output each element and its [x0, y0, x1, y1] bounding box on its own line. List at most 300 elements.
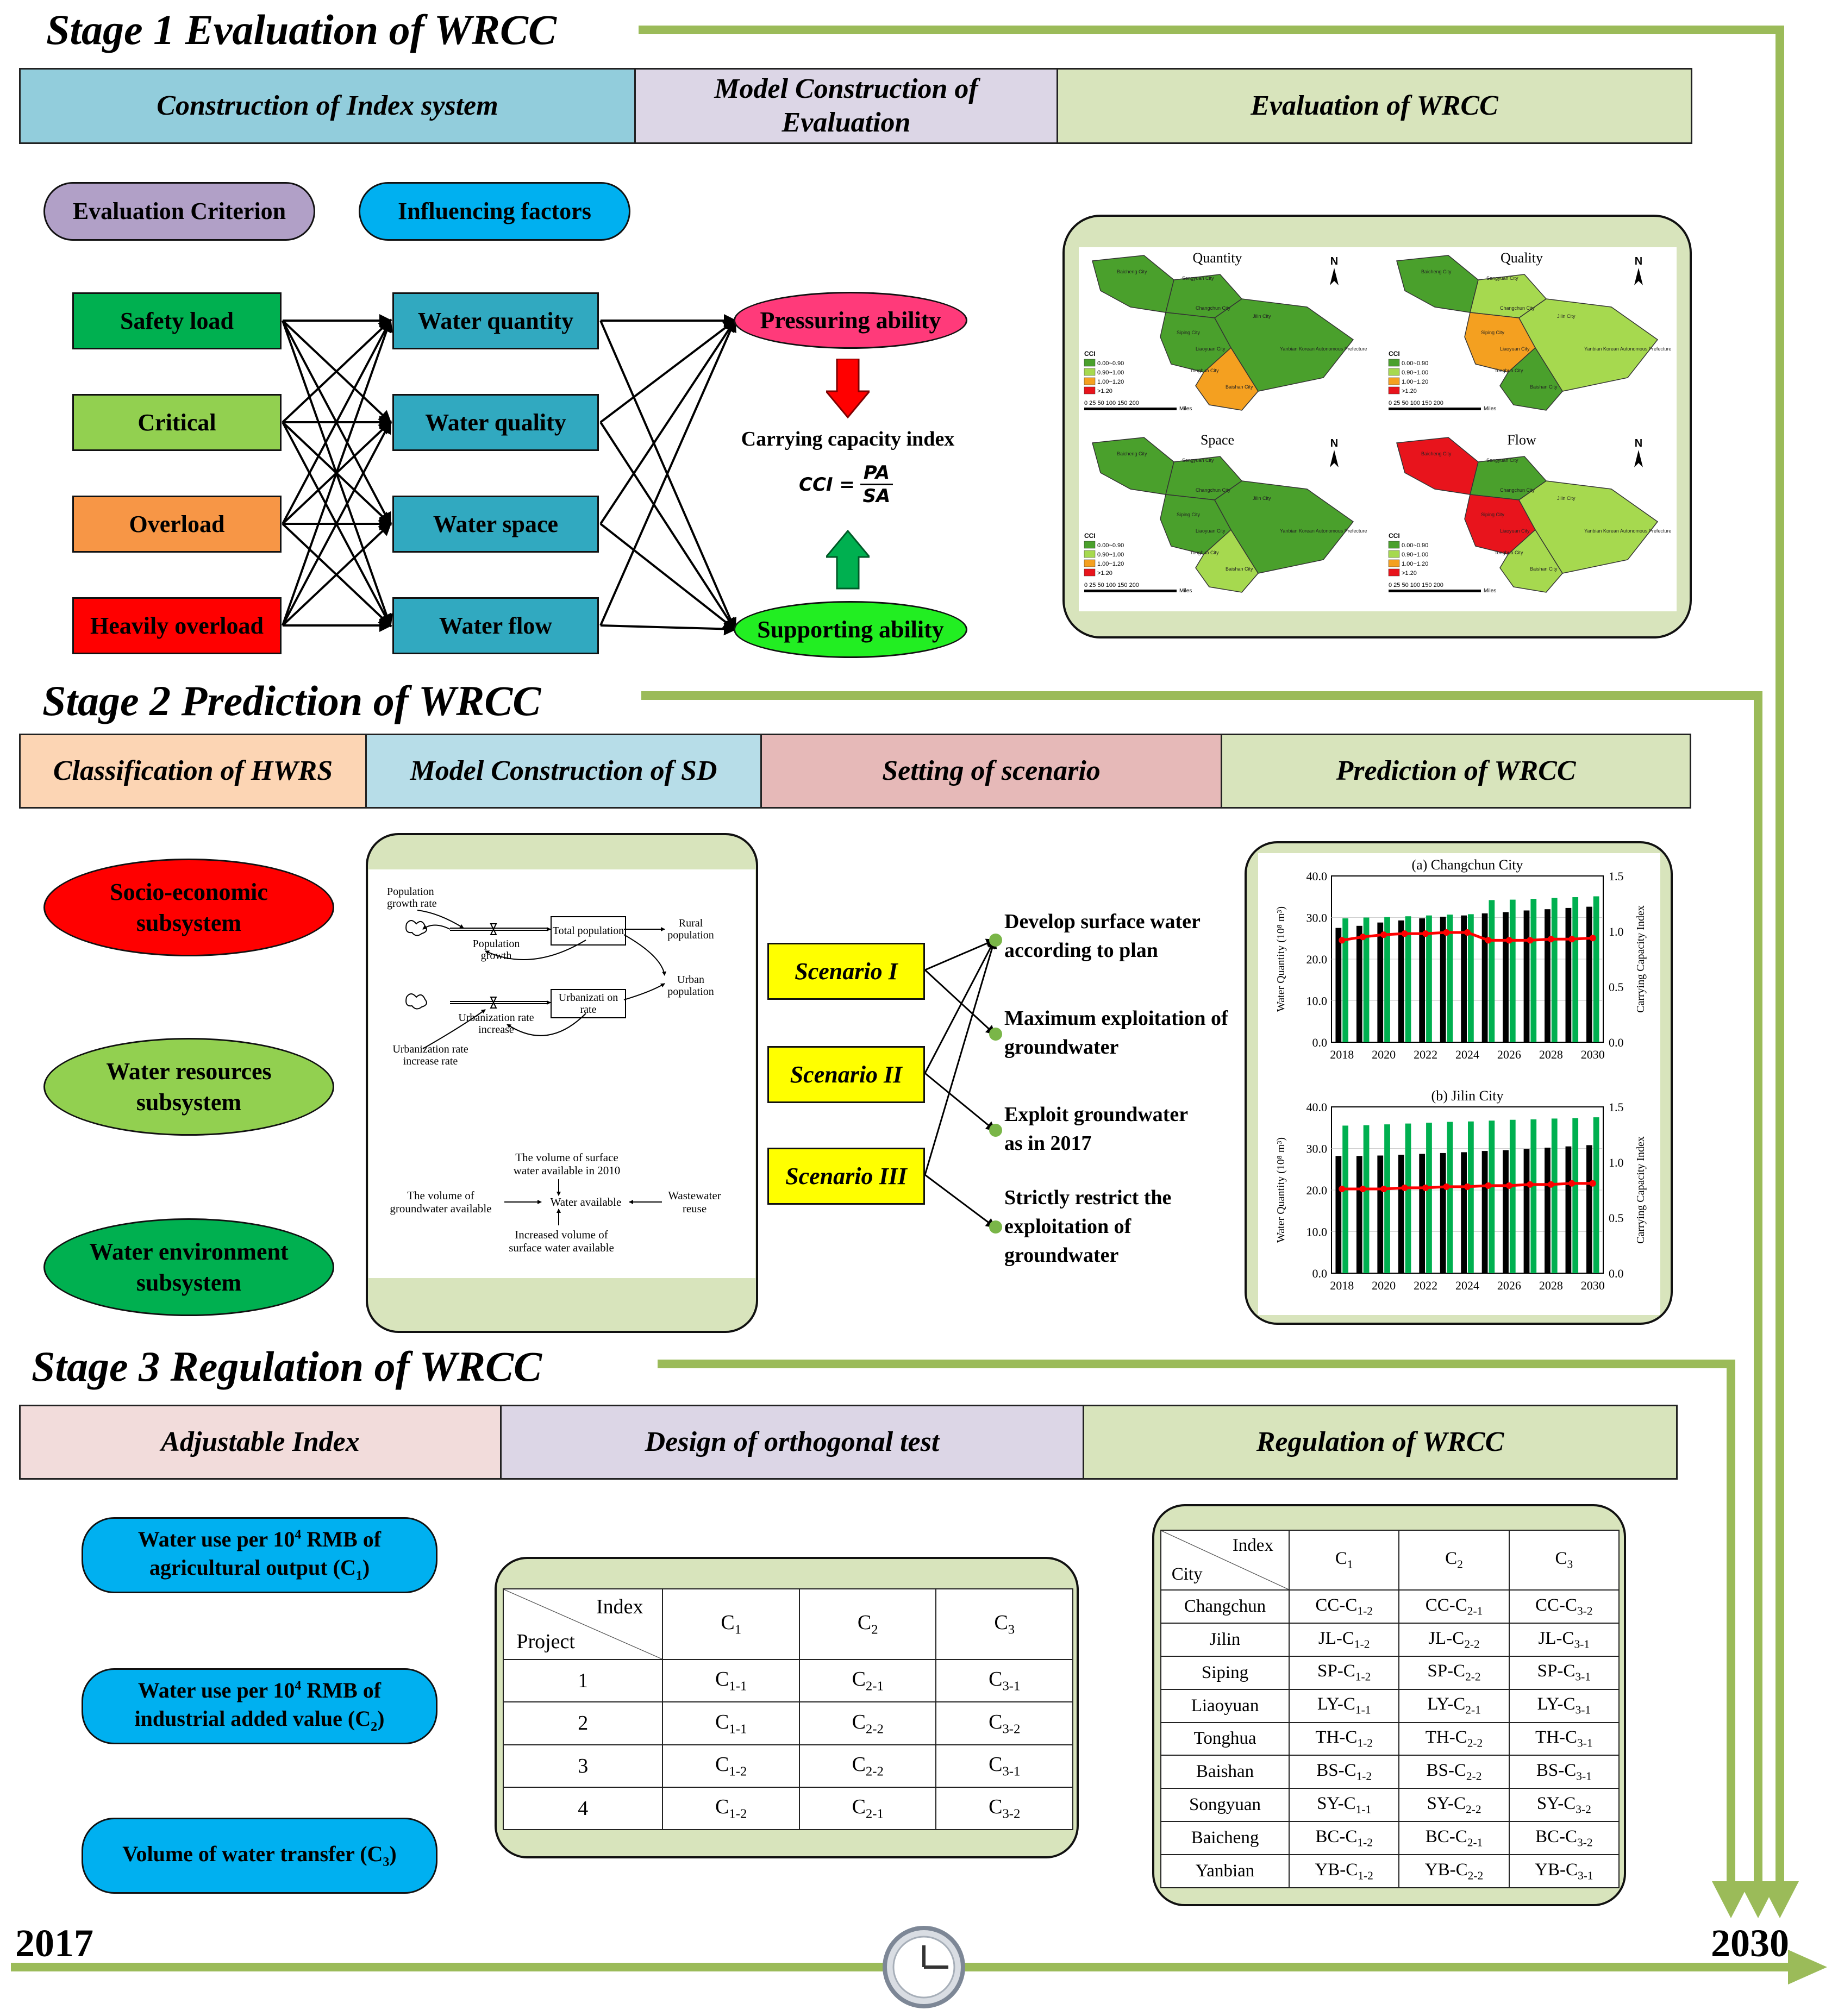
bar-water-demand [1377, 923, 1383, 1042]
map-city-label: Baishan City [1226, 384, 1253, 390]
scale-bar-label: 0 25 50 100 150 200 [1389, 400, 1443, 406]
scenario-text-groundwater-2017: Exploit groundwater as in 2017 [1004, 1103, 1188, 1155]
cci-map [1084, 250, 1367, 412]
scale-bar [1084, 408, 1177, 410]
legend-title: CCI [1389, 532, 1400, 540]
cci-point [1443, 1184, 1450, 1190]
map-city-label: Jilin City [1253, 314, 1271, 319]
bar-water-demand [1566, 908, 1572, 1042]
bar-water-supply [1572, 897, 1578, 1042]
sd-diagram [368, 869, 755, 1278]
y-tick-label: 10.0 [1306, 994, 1327, 1008]
map-title: Flow [1507, 432, 1536, 448]
stage3-header-adjustable-index: Adjustable Index [19, 1405, 502, 1480]
cci-formula-denominator: SA [862, 485, 891, 507]
north-arrow-shape [1634, 450, 1643, 467]
map-city-label: Songyuan City [1182, 458, 1214, 463]
factor-water-space: Water space [392, 496, 599, 553]
scenario-text-restrict-groundwater: Strictly restrict the exploitation of groundwater [1004, 1186, 1172, 1267]
bar-water-supply [1572, 1118, 1578, 1273]
factor-water-flow: Water flow [392, 597, 599, 654]
legend-swatch [1084, 550, 1095, 558]
table-cell: $YB-C_{1-2}$ [1289, 1855, 1399, 1888]
bar-water-supply [1364, 1125, 1370, 1273]
map-city-label: Siping City [1481, 512, 1505, 517]
legend-title: CCI [1084, 350, 1096, 358]
city-name: Changchun [1161, 1590, 1289, 1623]
table-cell: $BS-C_{3-1}$ [1509, 1755, 1619, 1788]
legend-label: 0.00~0.90 [1097, 360, 1124, 367]
stage1-header-index-system: Construction of Index system [19, 68, 636, 144]
water-environment-subsystem: Water environment subsystem [43, 1218, 334, 1316]
factor-water-quantity: Water quantity [392, 292, 599, 349]
bar-water-demand [1461, 1152, 1467, 1273]
map-city-label: Yanbian Korean Autonomous Prefecture [1584, 528, 1672, 534]
y-tick-label: 40.0 [1306, 869, 1327, 883]
map-city-label: Baicheng City [1421, 269, 1452, 274]
cci-point [1380, 1186, 1387, 1192]
cci-point [1506, 937, 1512, 943]
clock-icon [885, 1928, 963, 2006]
cci-map [1389, 250, 1671, 412]
scenario-3: Scenario III [767, 1148, 925, 1205]
x-tick-label: 2022 [1414, 1048, 1438, 1061]
cci-map [1084, 432, 1367, 594]
maps-container [1079, 247, 1677, 611]
cci-point [1339, 937, 1345, 943]
table-row [503, 1745, 1073, 1787]
cci-label: Carrying capacity index [741, 428, 955, 450]
table-row [1161, 1821, 1619, 1855]
influencing-factors-pill: Influencing factors [359, 182, 630, 241]
bar-water-supply [1342, 1125, 1348, 1273]
index-c2-pill [82, 1668, 437, 1744]
legend-label: >1.20 [1097, 570, 1112, 577]
scale-unit-label: Miles [1484, 406, 1497, 412]
scale-unit-label: Miles [1179, 406, 1192, 412]
legend-label: 1.00~1.20 [1097, 561, 1124, 567]
factor-supporting-link [601, 625, 735, 629]
map-city-label: Siping City [1177, 512, 1201, 517]
scenario-1: Scenario I [767, 943, 925, 1000]
corner-header-bottom: Project [516, 1630, 575, 1653]
sd-total-population: Total population [551, 916, 626, 946]
table-cell: $C_{3-2}$ [936, 1702, 1073, 1744]
scale-bar [1389, 590, 1481, 592]
table-row [503, 1702, 1073, 1744]
city-name: Baicheng [1161, 1821, 1289, 1855]
map-region [1092, 255, 1174, 312]
table-cell: $SP-C_{2-2}$ [1399, 1656, 1509, 1689]
bar-water-supply [1426, 1123, 1432, 1273]
cci-point [1339, 1186, 1345, 1192]
legend-swatch [1389, 541, 1399, 548]
criterion-overload: Overload [72, 496, 282, 553]
y2-tick-label: 0.5 [1609, 1211, 1624, 1225]
up-arrow-icon [826, 530, 870, 590]
supporting-ability: Supporting ability [734, 601, 967, 658]
legend-swatch [1084, 359, 1095, 366]
stage2-header-classification: Classification of HWRS [19, 734, 367, 809]
bar-water-supply [1530, 899, 1536, 1042]
map-city-label: Changchun City [1196, 305, 1231, 311]
x-tick-label: 2028 [1539, 1048, 1563, 1061]
map-region [1397, 255, 1478, 312]
y2-tick-label: 0.0 [1609, 1267, 1624, 1280]
legend-swatch [1084, 560, 1095, 567]
map-city-label: Songyuan City [1182, 276, 1214, 281]
y2-axis-label: Carrying Capacity Index [1635, 905, 1647, 1013]
map-city-label: Songyuan City [1486, 458, 1518, 463]
cci-point [1590, 1180, 1596, 1187]
cci-point [1422, 1185, 1429, 1191]
legend-label: 0.90~1.00 [1097, 370, 1124, 376]
bar-water-demand [1545, 1148, 1551, 1273]
map-region [1397, 437, 1478, 494]
map-region [1092, 437, 1174, 494]
map-city-label: Jilin City [1253, 496, 1271, 501]
cci-formula-lhs: CCI = [799, 473, 855, 496]
cci-point [1402, 930, 1408, 937]
table-cell: $TH-C_{3-1}$ [1509, 1723, 1619, 1756]
north-arrow-shape [1330, 268, 1339, 285]
bar-water-demand [1482, 913, 1488, 1042]
criterion-critical: Critical [72, 394, 282, 451]
cci-formula-numerator: PA [860, 462, 893, 485]
y-tick-label: 30.0 [1306, 1142, 1327, 1156]
cci-point [1568, 1180, 1575, 1187]
x-tick-label: 2020 [1372, 1279, 1396, 1292]
index-c1-pill [82, 1517, 437, 1593]
map-city-label: Yanbian Korean Autonomous Prefecture [1584, 346, 1672, 352]
x-tick-label: 2026 [1497, 1048, 1521, 1061]
map-city-label: Yanbian Korean Autonomous Prefecture [1280, 528, 1367, 534]
stage3-header-regulation: Regulation of WRCC [1083, 1405, 1678, 1480]
table-row [503, 1787, 1073, 1830]
legend-swatch [1084, 378, 1095, 385]
column-header: $C_2$ [799, 1589, 936, 1660]
bar-water-supply [1552, 898, 1558, 1042]
table-cell: $LY-C_{1-1}$ [1289, 1689, 1399, 1723]
bar-water-demand [1335, 928, 1341, 1042]
cci-point [1360, 934, 1366, 940]
cci-point [1380, 931, 1387, 938]
table-row [1161, 1656, 1619, 1689]
table-cell: $TH-C_{2-2}$ [1399, 1723, 1509, 1756]
x-tick-label: 2018 [1330, 1279, 1354, 1292]
criterion-safety-load: Safety load [72, 292, 282, 349]
project-number: 3 [503, 1745, 662, 1787]
city-name: Tonghua [1161, 1723, 1289, 1756]
column-header: $C_1$ [662, 1589, 799, 1660]
bar-water-supply [1593, 1117, 1599, 1273]
bar-water-demand [1482, 1151, 1488, 1273]
start-year: 2017 [15, 1921, 93, 1965]
scale-bar [1389, 408, 1481, 410]
map-city-label: Baicheng City [1117, 269, 1147, 274]
table-row [1161, 1590, 1619, 1623]
table-cell: $C_{1-1}$ [662, 1702, 799, 1744]
map-city-label: Yanbian Korean Autonomous Prefecture [1280, 346, 1367, 352]
table-cell: $CC-C_{3-2}$ [1509, 1590, 1619, 1623]
city-name: Jilin [1161, 1623, 1289, 1656]
map-city-label: Baishan City [1226, 566, 1253, 572]
sd-urbanization-rate-increase-rate: Urbanization rate increase rate [392, 1043, 468, 1067]
bar-water-demand [1440, 1153, 1446, 1273]
table-cell: $JL-C_{2-2}$ [1399, 1623, 1509, 1656]
map-title: Quantity [1192, 250, 1242, 266]
y2-tick-label: 1.0 [1609, 925, 1624, 938]
legend-label: 0.00~0.90 [1097, 542, 1124, 549]
map-city-label: Tonghua City [1495, 550, 1523, 555]
x-tick-label: 2026 [1497, 1279, 1521, 1292]
north-arrow-icon: N [1634, 255, 1643, 267]
cci-point [1485, 1182, 1491, 1189]
map-city-label: Siping City [1177, 330, 1201, 335]
bar-water-supply [1530, 1119, 1536, 1273]
bar-water-demand [1356, 1156, 1362, 1273]
bar-water-supply [1489, 900, 1495, 1042]
prediction-chart [1275, 1088, 1647, 1292]
city-name: Yanbian [1161, 1855, 1289, 1888]
x-tick-label: 2030 [1580, 1279, 1605, 1292]
index-c1-line2: agricultural output $(C_1)$ [149, 1555, 370, 1583]
scale-bar-label: 0 25 50 100 150 200 [1389, 582, 1443, 588]
legend-swatch [1084, 387, 1095, 394]
orthogonal-table [503, 1588, 1073, 1830]
table-cell: $C_{1-2}$ [662, 1745, 799, 1787]
city-name: Siping [1161, 1656, 1289, 1689]
legend-swatch [1084, 541, 1095, 548]
y-axis-label: Water Quantity (10⁸ m³) [1275, 906, 1287, 1012]
table-cell: $C_{1-1}$ [662, 1660, 799, 1702]
map-city-label: Liaoyuan City [1500, 528, 1530, 534]
table-row [1161, 1623, 1619, 1656]
x-tick-label: 2018 [1330, 1048, 1354, 1061]
sd-increased-surface-water: Increased volume of surface water available [509, 1228, 614, 1255]
column-header: $C_2$ [1399, 1530, 1509, 1590]
stage2-title: Stage 2 Prediction of WRCC [42, 677, 541, 724]
index-c2-line1: Water use per $10^4$ RMB of [137, 1678, 382, 1703]
table-cell: $BC-C_{3-2}$ [1509, 1821, 1619, 1855]
end-year: 2030 [1711, 1921, 1789, 1965]
water-resources-subsystem: Water resources subsystem [43, 1038, 334, 1136]
index-c1-line1: Water use per $10^4$ RMB of [137, 1527, 382, 1552]
north-arrow-icon: N [1330, 255, 1339, 267]
cci-point [1443, 929, 1450, 936]
column-header: $C_3$ [936, 1589, 1073, 1660]
y2-axis-label: Carrying Capacity Index [1635, 1136, 1647, 1244]
table-cell: $C_{3-2}$ [936, 1787, 1073, 1830]
sd-water-available: Water available [550, 1195, 622, 1209]
x-tick-label: 2024 [1455, 1048, 1479, 1061]
bar-water-demand [1440, 917, 1446, 1042]
sd-rural-population: Rural population [667, 917, 714, 941]
scenario-text-surface-water: Develop surface water according to plan [1004, 910, 1201, 962]
down-arrow-icon [826, 359, 870, 418]
map-city-label: Baishan City [1530, 384, 1558, 390]
stage3-title: Stage 3 Regulation of WRCC [32, 1343, 542, 1390]
map-city-label: Baicheng City [1117, 451, 1147, 456]
table-cell: $YB-C_{3-1}$ [1509, 1855, 1619, 1888]
map-city-label: Changchun City [1500, 305, 1535, 311]
sd-urbanization-rate-increase: Urbanization rate increase [458, 1012, 534, 1036]
factor-pressuring-link [601, 321, 735, 524]
prediction-charts-svg [1258, 853, 1660, 1315]
table-header-row [1161, 1530, 1619, 1590]
cci-point [1527, 937, 1533, 943]
corner-header-top: Index [1232, 1535, 1273, 1555]
table-header-row [503, 1589, 1073, 1660]
y-tick-label: 20.0 [1306, 1184, 1327, 1197]
cci-point [1402, 1185, 1408, 1191]
map-city-label: Changchun City [1196, 487, 1231, 493]
bar-water-demand [1398, 921, 1404, 1042]
pressuring-ability: Pressuring ability [734, 292, 967, 349]
sd-groundwater-available: The volume of groundwater available [390, 1189, 492, 1216]
bar-water-demand [1356, 926, 1362, 1042]
bar-water-demand [1586, 907, 1592, 1042]
table-cell: $CC-C_{2-1}$ [1399, 1590, 1509, 1623]
corner-header-top: Index [596, 1595, 643, 1619]
legend-label: >1.20 [1402, 388, 1417, 395]
stage1-title: Stage 1 Evaluation of WRCC [46, 6, 557, 53]
legend-label: 1.00~1.20 [1097, 379, 1124, 385]
legend-swatch [1389, 359, 1399, 366]
map-city-label: Baishan City [1530, 566, 1558, 572]
index-c3-line1: Volume of water transfer $(C_3)$ [122, 1842, 397, 1870]
legend-swatch [1389, 387, 1399, 394]
x-tick-label: 2020 [1372, 1048, 1396, 1061]
table-cell: $LY-C_{3-1}$ [1509, 1689, 1619, 1723]
legend-label: 0.90~1.00 [1097, 552, 1124, 558]
bar-water-supply [1552, 1118, 1558, 1273]
table-corner-header [503, 1589, 662, 1660]
factor-water-quality: Water quality [392, 394, 599, 451]
map-city-label: Songyuan City [1486, 276, 1518, 281]
cci-point [1422, 930, 1429, 937]
column-header: $C_1$ [1289, 1530, 1399, 1590]
evaluation-criterion-pill: Evaluation Criterion [43, 182, 315, 241]
sd-urbanization-rate: Urbanizati on rate [551, 989, 626, 1018]
table-cell: $BS-C_{2-2}$ [1399, 1755, 1509, 1788]
bar-water-demand [1524, 910, 1530, 1042]
cci-point [1360, 1186, 1366, 1192]
y-tick-label: 0.0 [1312, 1036, 1327, 1049]
bar-water-demand [1503, 912, 1509, 1042]
map-city-label: Liaoyuan City [1500, 346, 1530, 352]
table-cell: $C_{2-1}$ [799, 1660, 936, 1702]
table-cell: $BS-C_{1-2}$ [1289, 1755, 1399, 1788]
scale-unit-label: Miles [1179, 588, 1192, 594]
y2-tick-label: 0.5 [1609, 980, 1624, 994]
x-tick-label: 2028 [1539, 1279, 1563, 1292]
legend-swatch [1389, 560, 1399, 567]
sd-population-growth: Population growth [472, 938, 520, 962]
regulation-table [1160, 1530, 1620, 1888]
table-cell: $SY-C_{2-2}$ [1399, 1788, 1509, 1821]
north-arrow-shape [1634, 268, 1643, 285]
cci-point [1548, 936, 1554, 942]
table-cell: $C_{1-2}$ [662, 1787, 799, 1830]
sd-wastewater-reuse: Wastewater reuse [668, 1189, 721, 1216]
y-axis-label: Water Quantity (10⁸ m³) [1275, 1137, 1287, 1243]
criterion-heavily-overload: Heavily overload [72, 597, 282, 654]
legend-swatch [1084, 569, 1095, 576]
scenario-text-max-groundwater: Maximum exploitation of groundwater [1004, 1007, 1228, 1059]
cci-point [1464, 929, 1471, 936]
y-tick-label: 0.0 [1312, 1267, 1327, 1280]
cci-point [1527, 1181, 1533, 1188]
table-cell: $JL-C_{1-2}$ [1289, 1623, 1399, 1656]
socio-economic-subsystem: Socio-economic subsystem [43, 859, 334, 956]
index-c2-line2: industrial added value $(C_2)$ [134, 1706, 385, 1735]
map-city-label: Jilin City [1557, 314, 1576, 319]
table-cell: $SP-C_{3-1}$ [1509, 1656, 1619, 1689]
table-row [1161, 1855, 1619, 1888]
bar-water-demand [1524, 1149, 1530, 1273]
table-row [1161, 1689, 1619, 1723]
table-row [1161, 1788, 1619, 1821]
legend-label: 0.00~0.90 [1402, 360, 1429, 367]
legend-label: 1.00~1.20 [1402, 561, 1429, 567]
stage2-header-prediction: Prediction of WRCC [1221, 734, 1691, 809]
scale-unit-label: Miles [1484, 588, 1497, 594]
legend-swatch [1389, 368, 1399, 375]
map-city-label: Tonghua City [1190, 550, 1219, 555]
north-arrow-shape [1330, 450, 1339, 467]
y2-tick-label: 1.5 [1609, 869, 1624, 883]
table-corner-header [1161, 1530, 1289, 1590]
north-arrow-icon: N [1634, 437, 1643, 449]
legend-label: 1.00~1.20 [1402, 379, 1429, 385]
stage1-header-evaluation: Evaluation of WRCC [1056, 68, 1692, 144]
sd-surface-water-2010: The volume of surface water available in 2010 [513, 1151, 621, 1178]
y-tick-label: 30.0 [1306, 911, 1327, 925]
stage3-header-orthogonal-test: Design of orthogonal test [500, 1405, 1084, 1480]
table-cell: $SP-C_{1-2}$ [1289, 1656, 1399, 1689]
table-cell: $CC-C_{1-2}$ [1289, 1590, 1399, 1623]
legend-swatch [1389, 378, 1399, 385]
table-cell: $C_{2-1}$ [799, 1787, 936, 1830]
table-cell: $C_{2-2}$ [799, 1745, 936, 1787]
bar-water-supply [1593, 896, 1599, 1042]
sd-population-growth-rate: Population growth rate [387, 886, 437, 910]
table-cell: $BC-C_{2-1}$ [1399, 1821, 1509, 1855]
map-title: Quality [1501, 250, 1543, 266]
map-city-label: Liaoyuan City [1196, 346, 1226, 352]
table-cell: $LY-C_{2-1}$ [1399, 1689, 1509, 1723]
factor-pressuring-link [601, 321, 735, 422]
bar-water-demand [1377, 1156, 1383, 1273]
prediction-chart [1275, 857, 1647, 1061]
cci-point [1464, 1184, 1471, 1190]
legend-swatch [1389, 569, 1399, 576]
cci-point [1485, 937, 1491, 943]
cci-maps [1079, 247, 1677, 611]
stage2-header-scenario: Setting of scenario [760, 734, 1222, 809]
prediction-charts [1258, 853, 1660, 1315]
corner-header-bottom: City [1171, 1564, 1203, 1585]
legend-label: >1.20 [1097, 388, 1112, 395]
city-name: Baishan [1161, 1755, 1289, 1788]
bar-water-demand [1335, 1156, 1341, 1273]
factor-supporting-link [601, 524, 735, 629]
map-title: Space [1200, 432, 1235, 448]
bar-water-supply [1342, 918, 1348, 1042]
x-tick-label: 2022 [1414, 1279, 1438, 1292]
y-tick-label: 40.0 [1306, 1100, 1327, 1114]
